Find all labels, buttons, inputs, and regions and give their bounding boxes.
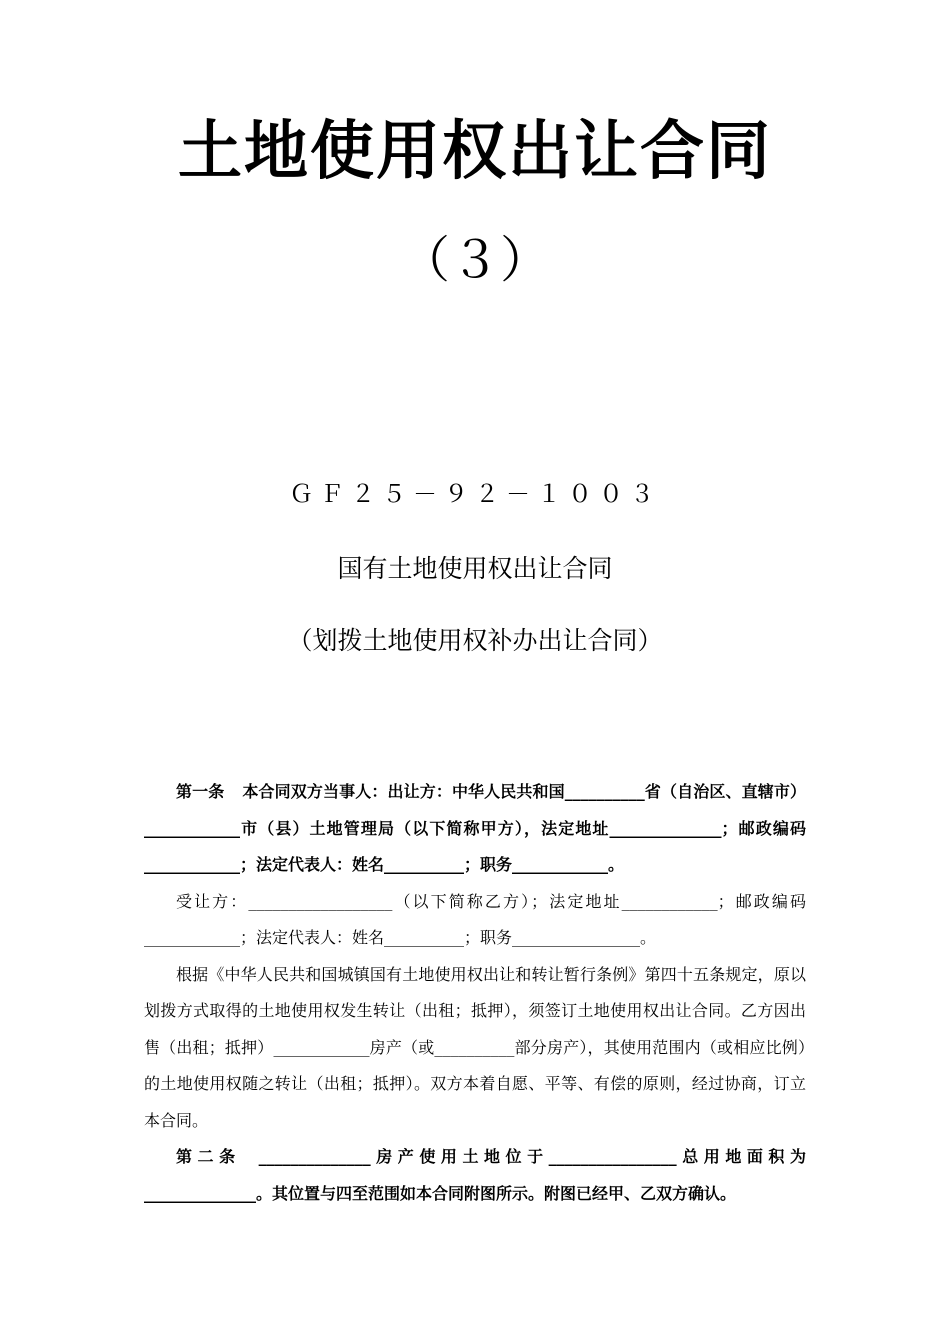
basis-paragraph: 根据《中华人民共和国城镇国有土地使用权出让和转让暂行条例》第四十五条规定，原以划拨方式取得的土地使用权发生转让（出租；抵押），须签订土地使用权出让合同。乙方因出售（出租；抵押）____________房产（或__________部分房产），其使用范围内（或相应比例）的土地使用权随之转让（出租；抵押）。双方本着自愿、平等、有偿的原则，经过协商，订立本合同。: [144, 964, 806, 1130]
document-title: 土地使用权出让合同: [178, 115, 772, 189]
contract-subtitle: 国有土地使用权出让合同: [337, 554, 613, 583]
article-2-text: ______________房产使用土地位于________________总用地面积为______________。其位置与四至范围如本合同附图所示。附图已经甲、乙双方确认。: [144, 1147, 806, 1203]
article-2: [144, 1139, 806, 1212]
article-1-label: 第一条: [176, 782, 225, 801]
contract-subtitle-paren: （划拨土地使用权补办出让合同）: [287, 626, 663, 655]
article-1: [144, 774, 806, 884]
party-b-paragraph: 受让方：__________________（以下简称乙方）；法定地址____________；邮政编码____________；法定代表人：姓名__________；职务________________。: [144, 891, 806, 947]
contract-body: [144, 774, 806, 1212]
contract-code: ＧＦ２５－９２－１００３: [289, 480, 661, 508]
document-number: （３）: [400, 231, 550, 289]
article-2-label: 第二条: [176, 1147, 241, 1166]
article-1-text: 本合同双方当事人：出让方：中华人民共和国__________省（自治区、直辖市）____________市（县）土地管理局（以下简称甲方），法定地址______________；邮政编码____________；法定代表人：姓名__________；职务____________。: [144, 782, 806, 874]
